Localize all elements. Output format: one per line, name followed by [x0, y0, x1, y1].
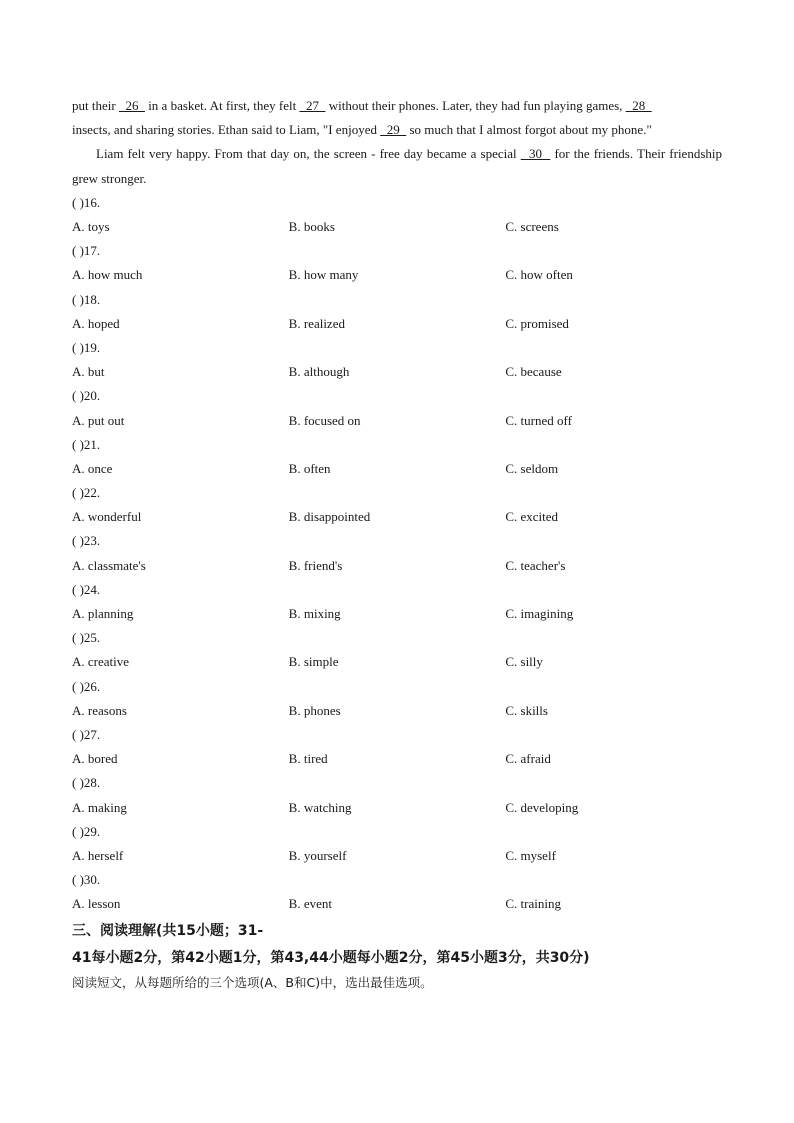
- option-a: A. once: [72, 460, 113, 476]
- option-b: B. yourself: [288, 847, 347, 863]
- options-row: [72, 312, 722, 336]
- blank-30: 30: [520, 146, 551, 162]
- option-c: C. imagining: [505, 606, 574, 621]
- question-number: ( )19.: [72, 339, 101, 355]
- option-a: A. making: [72, 799, 127, 815]
- passage-paragraph-2: [72, 142, 722, 190]
- question-number: ( )30.: [72, 872, 101, 888]
- option-c: C. myself: [505, 847, 556, 863]
- question-list: [72, 191, 722, 917]
- options-row: [72, 457, 722, 481]
- option-b: B. friend's: [288, 557, 343, 573]
- passage-text: Liam felt very happy. From that day on, the screen - free day became a special: [96, 146, 521, 162]
- options-row: [72, 844, 722, 868]
- section-title: [72, 918, 722, 972]
- option-c: C. teacher's: [505, 557, 566, 573]
- options-row: [72, 892, 722, 916]
- option-a: A. bored: [72, 751, 118, 767]
- option-b: B. mixing: [288, 606, 341, 621]
- option-b: B. although: [288, 364, 350, 380]
- option-b: B. realized: [288, 315, 345, 331]
- option-b: B. simple: [288, 654, 339, 670]
- option-b: B. watching: [288, 799, 352, 815]
- option-a: A. reasons: [72, 702, 127, 718]
- question-number: ( )27.: [72, 726, 101, 742]
- options-row: [72, 699, 722, 723]
- question-number: ( )26.: [72, 678, 101, 694]
- options-row: [72, 602, 722, 626]
- blank-28: 28: [625, 98, 652, 113]
- passage-text: for the friends. Their friendship grew stronger.: [72, 146, 722, 186]
- section-instruction: 阅读短文，从每题所给的三个选项(A、B和C)中，选出最佳选项。: [72, 975, 433, 991]
- question-number: ( )20.: [72, 388, 101, 404]
- option-c: C. excited: [505, 509, 559, 525]
- exam-page: [72, 94, 722, 994]
- option-a: A. toys: [72, 219, 110, 234]
- option-b: B. focused on: [288, 412, 361, 428]
- option-c: C. how often: [505, 267, 573, 283]
- option-b: B. disappointed: [288, 509, 371, 525]
- option-b: B. tired: [288, 751, 328, 767]
- passage-line-2: [72, 118, 722, 142]
- blank-26: 26: [118, 98, 145, 113]
- section-title-line-2: 41每小题2分，第42小题1分，第43,44小题每小题2分，第45小题3分，共30分): [72, 950, 590, 967]
- option-a: A. hoped: [72, 315, 120, 331]
- option-a: A. herself: [72, 847, 124, 863]
- question-number: ( )18.: [72, 291, 101, 307]
- option-b: B. phones: [288, 702, 341, 718]
- question-number: ( )25.: [72, 630, 101, 646]
- question-number: ( )24.: [72, 581, 101, 597]
- option-a: A. lesson: [72, 896, 121, 912]
- options-row: [72, 505, 722, 529]
- options-row: [72, 650, 722, 674]
- option-c: C. training: [505, 896, 561, 912]
- passage-line-1: [72, 94, 722, 118]
- options-row: [72, 796, 722, 820]
- question-number: ( )23.: [72, 533, 101, 549]
- option-a: A. wonderful: [72, 509, 142, 525]
- options-row: [72, 263, 722, 287]
- option-c: C. silly: [505, 654, 543, 670]
- passage-text: without their phones. Later, they had fun playing games,: [325, 98, 626, 113]
- options-row: [72, 554, 722, 578]
- option-a: A. planning: [72, 606, 134, 621]
- option-a: A. but: [72, 364, 105, 380]
- question-number: ( )29.: [72, 823, 101, 839]
- option-b: B. often: [288, 460, 331, 476]
- blank-27: 27: [299, 98, 326, 113]
- passage-text: in a basket. At first, they felt: [144, 98, 300, 113]
- question-number: ( )28.: [72, 775, 101, 791]
- options-row: [72, 360, 722, 384]
- option-a: A. classmate's: [72, 557, 146, 573]
- option-c: C. seldom: [505, 460, 559, 476]
- option-b: B. books: [288, 219, 335, 234]
- question-number: ( )21.: [72, 436, 101, 452]
- passage-text: so much that I almost forgot about my phone.": [406, 122, 652, 138]
- options-row: [72, 215, 722, 239]
- option-c: C. developing: [505, 799, 579, 815]
- option-a: A. creative: [72, 654, 130, 670]
- passage-text: put their: [72, 98, 119, 113]
- question-number: ( )16.: [72, 194, 101, 210]
- option-c: C. because: [505, 364, 562, 380]
- options-row: [72, 409, 722, 433]
- blank-29: 29: [380, 122, 407, 138]
- option-a: A. how much: [72, 267, 143, 283]
- option-c: C. skills: [505, 702, 548, 718]
- option-c: C. afraid: [505, 751, 551, 767]
- option-c: C. turned off: [505, 412, 572, 428]
- option-c: C. screens: [505, 219, 559, 234]
- passage-text: insects, and sharing stories. Ethan said to Liam, "I enjoyed: [72, 122, 381, 138]
- option-a: A. put out: [72, 412, 125, 428]
- option-b: B. how many: [288, 267, 359, 283]
- option-c: C. promised: [505, 315, 569, 331]
- question-number: ( )22.: [72, 485, 101, 501]
- options-row: [72, 747, 722, 771]
- section-title-line-1: 三、阅读理解(共15小题；31-: [72, 923, 264, 940]
- option-b: B. event: [288, 896, 332, 912]
- question-number: ( )17.: [72, 243, 101, 259]
